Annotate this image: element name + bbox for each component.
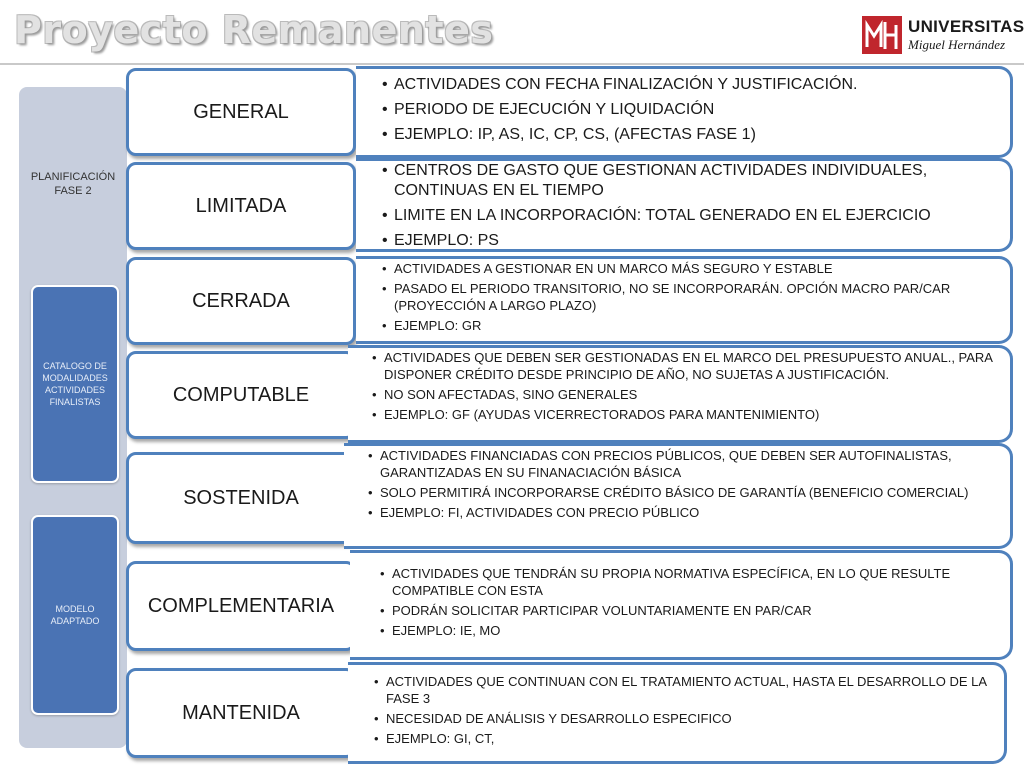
bullet-item: • PERIODO DE EJECUCIÓN Y LIQUIDACIÓN — [380, 100, 1000, 120]
description-box-mantenida — [348, 662, 1007, 764]
bullet-item: • SOLO PERMITIRÁ INCORPORARSE CRÉDITO BÁSICO DE GARANTÍA (BENEFICIO COMERCIAL) — [366, 484, 1000, 501]
bullet-item: • ACTIVIDADES QUE DEBEN SER GESTIONADAS EN EL MARCO DEL PRESUPUESTO ANUAL., PARA DISPONER CRÉDITO DESDE PRINCIPIO DE AÑO, NO SUJETAS A JUSTIFICACIÓN. — [370, 349, 1000, 383]
bullet-item: • CENTROS DE GASTO QUE GESTIONAN ACTIVIDADES INDIVIDUALES, CONTINUAS EN EL TIEMPO — [380, 161, 1000, 201]
category-label: GENERAL — [193, 100, 289, 123]
description-box-computable — [348, 345, 1013, 443]
category-box-mantenida — [126, 668, 356, 758]
bullet-item: • ACTIVIDADES QUE CONTINUAN CON EL TRATAMIENTO ACTUAL, HASTA EL DESARROLLO DE LA FASE 3 — [372, 673, 994, 707]
logo-text-main: UNIVERSITAS — [908, 17, 1024, 36]
description-box-complementaria — [350, 550, 1013, 660]
category-label: LIMITADA — [195, 194, 287, 217]
category-label: COMPUTABLE — [172, 383, 310, 406]
page-title: Proyecto Remanentes — [14, 8, 494, 52]
logo-text-sub: Miguel Hernández — [908, 37, 1006, 52]
bullet-item: • EJEMPLO: GF (AYUDAS VICERRECTORADOS PARA MANTENIMIENTO) — [370, 406, 1000, 423]
bullet-item: • EJEMPLO: IE, MO — [378, 622, 1000, 639]
bullet-item: • ACTIVIDADES QUE TENDRÁN SU PROPIA NORMATIVA ESPECÍFICA, EN LO QUE RESULTE COMPATIBLE CON ESTA — [378, 565, 1000, 599]
category-label: SOSTENIDA — [183, 486, 299, 509]
description-box-general — [356, 66, 1013, 158]
bullet-item: • LIMITE EN LA INCORPORACIÓN: TOTAL GENERADO EN EL EJERCICIO — [380, 206, 1000, 226]
university-logo — [862, 14, 1022, 58]
category-box-limitada — [126, 162, 356, 250]
bullet-item: • EJEMPLO: FI, ACTIVIDADES CON PRECIO PÚBLICO — [366, 504, 1000, 521]
bullet-item: • EJEMPLO: IP, AS, IC, CP, CS, (AFECTAS FASE 1) — [380, 125, 1000, 145]
bullet-item: • ACTIVIDADES CON FECHA FINALIZACIÓN Y JUSTIFICACIÓN. — [380, 75, 1000, 95]
bullet-item: • ACTIVIDADES FINANCIADAS CON PRECIOS PÚBLICOS, QUE DEBEN SER AUTOFINALISTAS, GARANTIZADAS EN SU FINANACIACIÓN BÁSICA — [366, 447, 1000, 481]
category-box-general — [126, 68, 356, 156]
phase-label: PLANIFICACIÓN FASE 2 — [30, 171, 116, 197]
bullet-item: • NO SON AFECTADAS, SINO GENERALES — [370, 386, 1000, 403]
catalog-label: CATALOGO DE MODALIDADES ACTIVIDADES FINALISTAS — [42, 361, 108, 407]
bullet-item: • ACTIVIDADES A GESTIONAR EN UN MARCO MÁS SEGURO Y ESTABLE — [380, 260, 1000, 277]
bullet-item: • PODRÁN SOLICITAR PARTICIPAR VOLUNTARIAMENTE EN PAR/CAR — [378, 602, 1000, 619]
category-label: MANTENIDA — [182, 701, 300, 724]
category-box-complementaria — [126, 561, 356, 651]
category-box-sostenida — [126, 452, 356, 544]
bullet-item: • EJEMPLO: GR — [380, 317, 1000, 334]
category-label: CERRADA — [192, 289, 290, 312]
category-box-cerrada — [126, 257, 356, 345]
category-label: COMPLEMENTARIA — [147, 594, 335, 617]
bullet-item: • EJEMPLO: PS — [380, 231, 1000, 251]
model-box — [31, 515, 119, 715]
catalog-box — [31, 285, 119, 483]
description-box-limitada — [356, 158, 1013, 252]
description-box-cerrada — [356, 256, 1013, 344]
bullet-item: • NECESIDAD DE ANÁLISIS Y DESARROLLO ESPECIFICO — [372, 710, 994, 727]
bullet-item: • PASADO EL PERIODO TRANSITORIO, NO SE INCORPORARÁN. OPCIÓN MACRO PAR/CAR (PROYECCIÓN A LARGO PLAZO) — [380, 280, 1000, 314]
mh-logo-icon — [862, 16, 902, 54]
bullet-item: • EJEMPLO: GI, CT, — [372, 730, 994, 747]
description-box-sostenida — [344, 443, 1013, 549]
category-box-computable — [126, 351, 356, 439]
title-divider — [0, 63, 1024, 65]
model-label: MODELO ADAPTADO — [50, 604, 100, 626]
